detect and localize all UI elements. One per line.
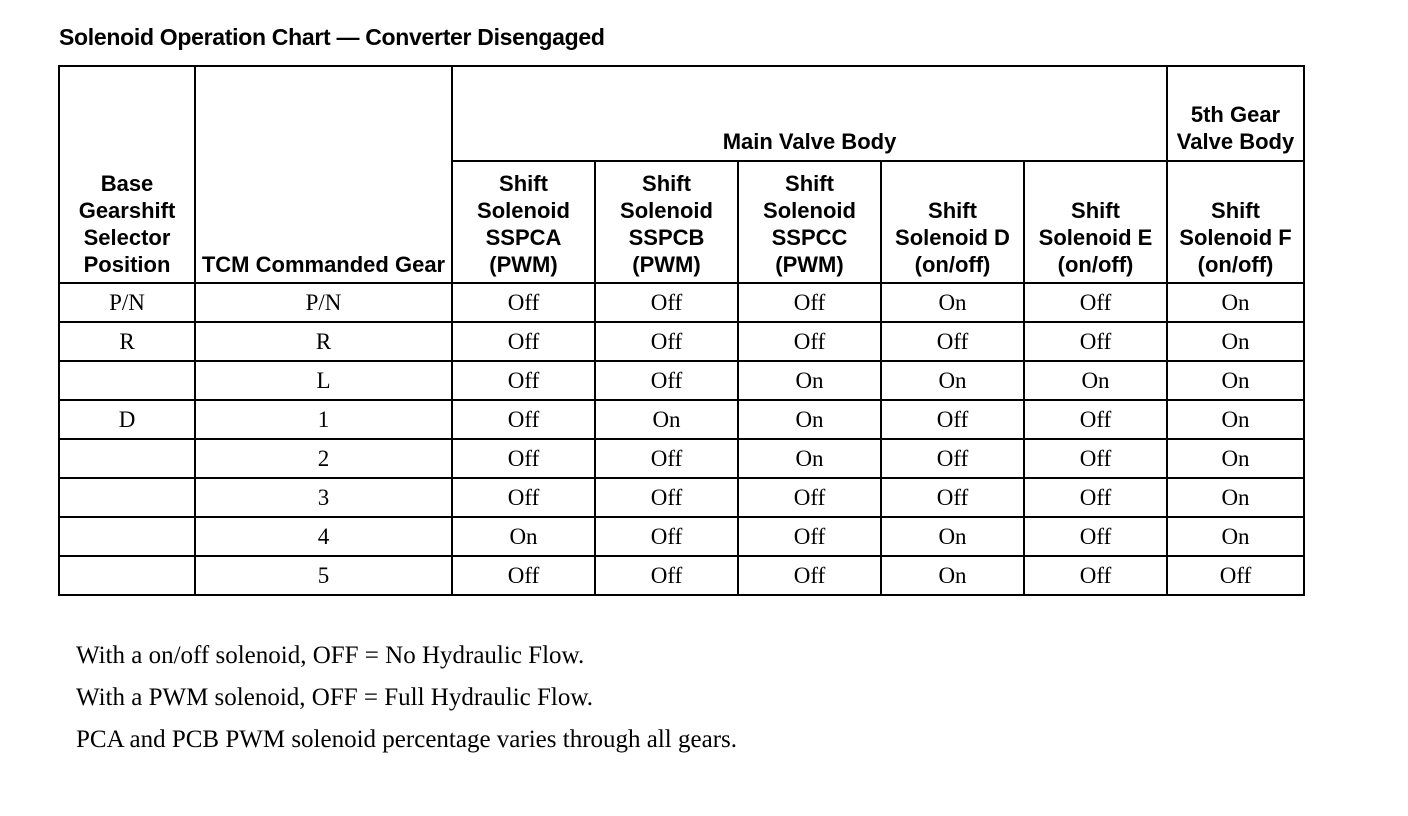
- column-header-sspcb: Shift Solenoid SSPCB (PWM): [595, 161, 738, 283]
- table-row: [59, 361, 1304, 400]
- table-cell: P/N: [195, 283, 452, 322]
- column-header-solenoid-d: Shift Solenoid D (on/off): [881, 161, 1024, 283]
- table-cell: On: [452, 517, 595, 556]
- table-cell: [59, 361, 195, 400]
- table-cell: On: [1167, 322, 1304, 361]
- table-cell: Off: [452, 400, 595, 439]
- column-header-tcm-commanded-gear: TCM Commanded Gear: [195, 66, 452, 283]
- table-row: [59, 556, 1304, 595]
- table-cell: Off: [595, 556, 738, 595]
- table-cell: Off: [1024, 322, 1167, 361]
- table-row: [59, 478, 1304, 517]
- table-cell: Off: [452, 556, 595, 595]
- table-cell: Off: [1024, 478, 1167, 517]
- table-cell: L: [195, 361, 452, 400]
- table-cell: Off: [881, 478, 1024, 517]
- table-cell: Off: [1167, 556, 1304, 595]
- table-cell: On: [1167, 439, 1304, 478]
- table-cell: R: [195, 322, 452, 361]
- table-cell: Off: [452, 439, 595, 478]
- table-cell: On: [1167, 400, 1304, 439]
- table-cell: On: [881, 517, 1024, 556]
- table-cell: Off: [595, 283, 738, 322]
- table-cell: Off: [452, 283, 595, 322]
- table-cell: [59, 439, 195, 478]
- table-cell: [59, 517, 195, 556]
- chart-title: Solenoid Operation Chart — Converter Disengaged: [59, 24, 605, 50]
- table-cell: 2: [195, 439, 452, 478]
- table-cell: Off: [1024, 439, 1167, 478]
- group-header-5th-gear-valve-body: 5th Gear Valve Body: [1167, 66, 1304, 161]
- table-cell: Off: [452, 322, 595, 361]
- table-cell: Off: [1024, 556, 1167, 595]
- table-row: [59, 517, 1304, 556]
- table-cell: Off: [1024, 400, 1167, 439]
- table-cell: 3: [195, 478, 452, 517]
- table-cell: Off: [595, 478, 738, 517]
- table-cell: On: [881, 361, 1024, 400]
- table-cell: 1: [195, 400, 452, 439]
- table-cell: D: [59, 400, 195, 439]
- table-cell: On: [1167, 361, 1304, 400]
- table-cell: Off: [1024, 283, 1167, 322]
- table-row: [59, 400, 1304, 439]
- table-cell: On: [1024, 361, 1167, 400]
- note-pwm-percentage: PCA and PCB PWM solenoid percentage varies through all gears.: [76, 726, 737, 753]
- table-cell: P/N: [59, 283, 195, 322]
- table-cell: Off: [738, 322, 881, 361]
- table-cell: R: [59, 322, 195, 361]
- table-cell: On: [595, 400, 738, 439]
- table-cell: 5: [195, 556, 452, 595]
- table-cell: On: [1167, 478, 1304, 517]
- table-cell: Off: [738, 517, 881, 556]
- table-cell: On: [738, 439, 881, 478]
- notes-section: [76, 640, 756, 766]
- table-cell: Off: [738, 556, 881, 595]
- table-row: [59, 283, 1304, 322]
- table-cell: [59, 478, 195, 517]
- table-cell: Off: [881, 400, 1024, 439]
- table-cell: 4: [195, 517, 452, 556]
- table-cell: On: [881, 556, 1024, 595]
- table-cell: [59, 556, 195, 595]
- table-cell: Off: [595, 517, 738, 556]
- table-cell: On: [1167, 283, 1304, 322]
- table-cell: Off: [595, 322, 738, 361]
- table-cell: Off: [738, 478, 881, 517]
- column-header-sspcc: Shift Solenoid SSPCC (PWM): [738, 161, 881, 283]
- column-header-solenoid-f: Shift Solenoid F (on/off): [1167, 161, 1304, 283]
- table-row: [59, 439, 1304, 478]
- table-row: [59, 322, 1304, 361]
- table-cell: Off: [595, 361, 738, 400]
- table-cell: Off: [881, 439, 1024, 478]
- table-cell: Off: [595, 439, 738, 478]
- table-cell: On: [738, 361, 881, 400]
- table-cell: Off: [452, 361, 595, 400]
- column-header-solenoid-e: Shift Solenoid E (on/off): [1024, 161, 1167, 283]
- solenoid-operation-table: [58, 65, 1305, 596]
- table-cell: On: [881, 283, 1024, 322]
- table-cell: Off: [1024, 517, 1167, 556]
- group-header-main-valve-body: Main Valve Body: [452, 66, 1167, 161]
- note-pwm-solenoid: With a PWM solenoid, OFF = Full Hydraulic Flow.: [76, 684, 594, 711]
- column-header-sspca: Shift Solenoid SSPCA (PWM): [452, 161, 595, 283]
- table-cell: Off: [452, 478, 595, 517]
- table-cell: On: [1167, 517, 1304, 556]
- column-header-base-gearshift-selector-position: Base Gearshift Selector Position: [59, 66, 195, 283]
- table-cell: Off: [738, 283, 881, 322]
- note-on-off-solenoid: With a on/off solenoid, OFF = No Hydraulic Flow.: [76, 642, 585, 669]
- table-cell: On: [738, 400, 881, 439]
- table-cell: Off: [881, 322, 1024, 361]
